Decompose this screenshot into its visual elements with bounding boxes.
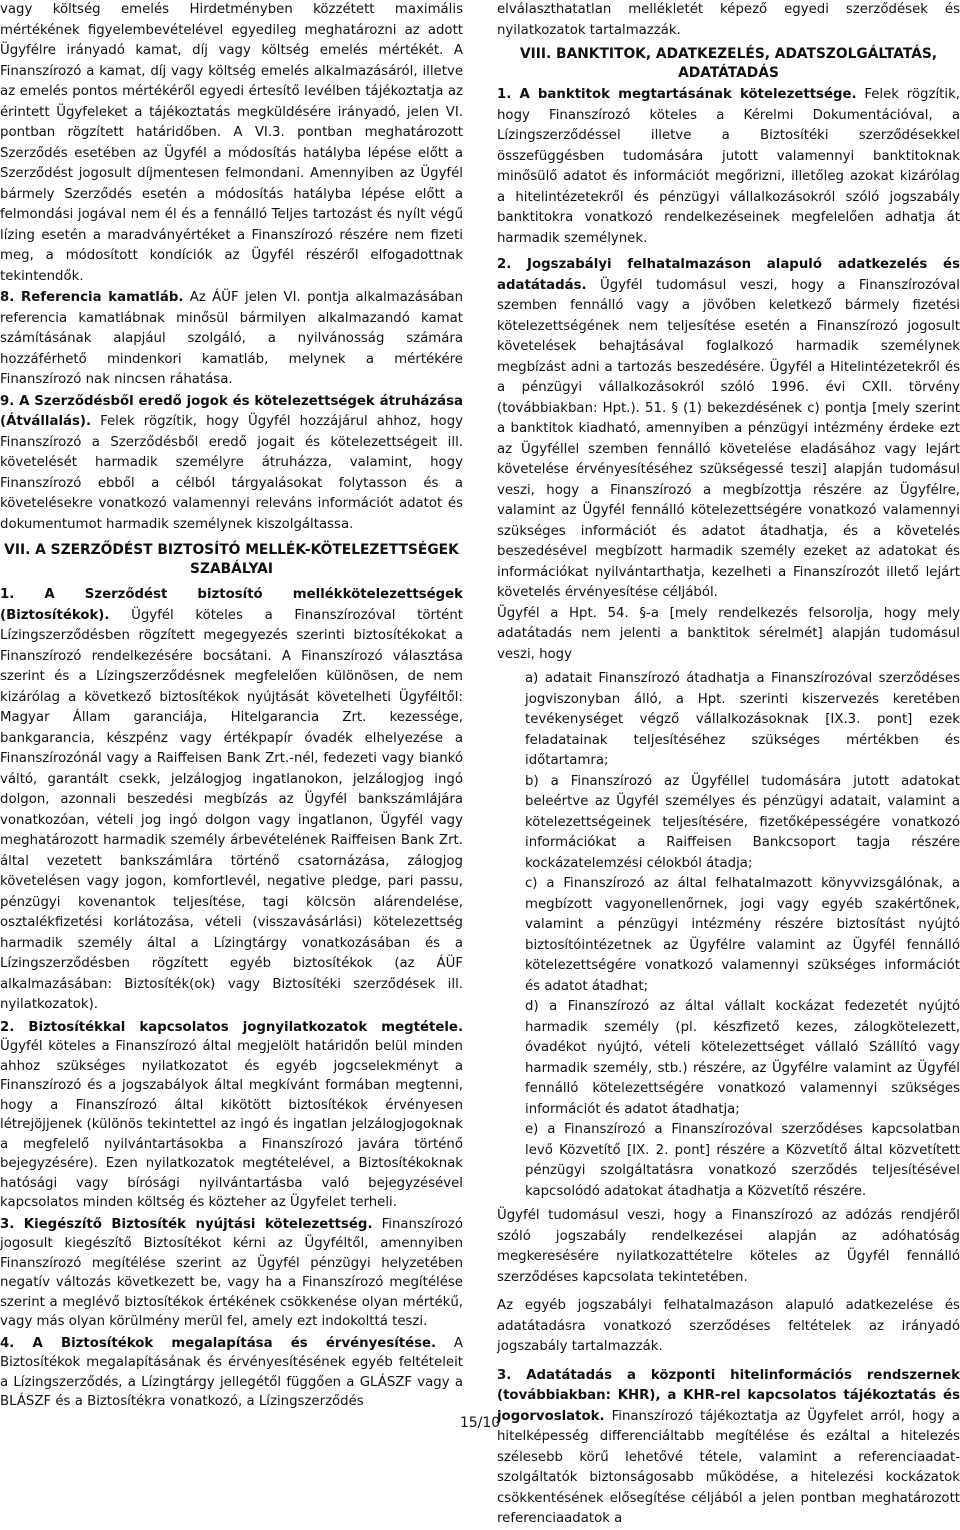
disclosure-list <box>497 669 960 1202</box>
section-vii-4-heading: 4. A Biztosítékok megalapítása és érvényesítése. <box>0 1335 437 1351</box>
section-viii-3-body: Finanszírozó tájékoztatja az Ügyfelet arról, hogy a hitelképesség differenciáltabb megítélése és ezáltal a hitelezés szélesebb körű lehetővé tétele, valamint a referenciaadat-szolgáltatók biztonságosabb működése, a hitelezési kockázatok csökkentésének elősegítése céljából a jelen pontban meghatározott referenciaadatok a <box>497 1408 960 1526</box>
paragraph-other-legal-basis: Az egyéb jogszabályi felhatalmazáson alapuló adatkezelése és adatátadásra vonatkozó szerződéses feltételek az irányadó jogszabály tartalmazzák. <box>497 1298 960 1354</box>
list-item: e) a Finanszírozó a Finanszírozóval szerződéses kapcsolatban levő Közvetítő [IX. 2. pont] részére a Közvetítő által közvetített pénzügyi szolgáltatásra vonatkozó szerződés teljesítésével kapcsolódó adatokat átadhatja a Közvetítő részére. <box>525 1122 960 1199</box>
section-vii-2-body: Ügyfél köteles a Finanszírozó által megjelölt határidőn belül minden ahhoz szükséges nyilatkozatot és egyéb jogcselekményt a Finanszírozó és a jogszabályok által megkívánt formában megtenni, hogy a Finanszírozó által kikötött biztosítékok érvényesen létrejöjjenek (különös tekintettel az ingó és ingatlan jelzálogjogoknak a megfelelő nyilvántartásokba a Finanszírozó javára történő bejegyzésére). Ezen nyilatkozatok megtételével, a Biztosítékoknak hatósági vagy bírósági nyilvántartásba való bejegyzésével kapcsolatos minden költség és közteher az Ügyfelet terheli. <box>0 1039 463 1210</box>
section-viii-3 <box>497 1366 960 1530</box>
section-9-heading: 9. A Szerződésből eredő jogok és kötelezettségek átruházása (Átvállalás). <box>0 393 463 429</box>
section-viii-1-heading: 1. A banktitok megtartásának kötelezettsége. <box>497 87 857 102</box>
section-vii-4-body: A Biztosítékok megalapításának és érvényesítésének egyéb feltételeit a Lízingszerződés, a Lízingtárgy jellegétől függően a GLÁSZF vagy a BLÁSZF és a Biztosítékra vonatkozó, a Lízingszerződés <box>0 1335 464 1409</box>
chapter-viii-heading: VIII. BANKTITOK, ADATKEZELÉS, ADATSZOLGÁLTATÁS, ADATÁTADÁS <box>519 46 938 81</box>
section-viii-1 <box>497 85 960 249</box>
section-vii-1 <box>0 585 463 1016</box>
section-8-body: Az ÁÜF jelen VI. pontja alkalmazásában referencia kamatlábnak minősül bármilyen alkalmazandó kamat számításának alapjául szolgáló, a nyilvánosság számára hozzáférhető mindenkori kamatláb, melynek a mértékére Finanszírozó nak nincsen ráhatása. <box>0 290 463 387</box>
section-vii-1-heading: 1. A Szerződést biztosító mellékkötelezettségek (Biztosítékok). <box>0 587 463 623</box>
section-vii-2 <box>0 1018 463 1213</box>
list-item: b) a Finanszírozó az Ügyféllel tudomására jutott adatokat beleértve az Ügyfél személyes és pénzügyi adatait, valamint a kötelezettségeinek teljesítésére, fizetőképességére vonatkozó információkat a Raiffeisen Bankcsoport tagja részére kockázatelemzési célokból átadja; <box>525 773 960 871</box>
right-column <box>497 0 960 1530</box>
paragraph-hpt-54: Ügyfél a Hpt. 54. §-a [mely rendelkezés felsorolja, hogy mely adatátadás nem jelenti a banktitok sérelmét] alapján tudomásul veszi, hogy <box>497 605 960 662</box>
section-viii-2 <box>497 255 960 604</box>
section-vii-3-body: Finanszírozó jogosult kiegészítő Biztosítékot kérni az Ügyféltől, amennyiben Finanszírozó megítélése szerint az Ügyfél pénzügyi helyzetében negatív változás következett be, vagy ha a Finanszírozó megítélése szerint a meglévő biztosítékok értékének csökkenése olyan mértékű, vagy más olyan körülmény merül fel, amely ezt indokolttá teszi. <box>0 1216 463 1329</box>
section-vii-2-heading: 2. Biztosítékkal kapcsolatos jognyilatkozatok megtétele. <box>0 1019 463 1035</box>
section-9-body: Felek rögzítik, hogy Ügyfél hozzájárul ahhoz, hogy Finanszírozó a Szerződésből eredő jogait és kötelezettségeit ill. követelését harmadik személyre átruházza, valamint, hogy Finanszírozó ebből a célból tárgyalásokat folytasson és a követelésekre vonatkozó valamennyi releváns információt adatot és dokumentumot harmadik személynek kiszolgáltassa. <box>0 414 463 532</box>
list-item: a) adatait Finanszírozó átadhatja a Finanszírozóval szerződéses jogviszonyban álló, a Hpt. szerinti kiszervezés keretében tevékenységet végző vállalkozásoknak [IX.3. pont] ezek feladatainak teljesítéséhez szükséges mértékben és időtartamra; <box>525 671 960 768</box>
chapter-vii-heading: VII. A SZERZŐDÉST BIZTOSÍTÓ MELLÉK-KÖTELEZETTSÉGEK SZABÁLYAI <box>4 542 459 577</box>
paragraph-continuation: elválaszthatatlan mellékletét képező egyedi szerződések és nyilatkozatok tartalmazzák. <box>497 2 960 38</box>
section-8-heading: 8. Referencia kamatláb. <box>0 290 184 305</box>
paragraph-fee-increase: vagy költség emelés Hirdetményben közzétett maximális mértékének figyelembevételével egyedileg meghatározni az adott Ügyfélre irányadó kamat, díj vagy költség emelés mértékét. A Finanszírozó a kamat, díj vagy költség emelés alkalmazásáról, illetve az emelés pontos mértékéről egyedi értesítő levélben tájékoztatja az érintett Ügyfeleket a tájékoztatás megküldésére irányadó, jelen VI. pontban rögzített határidőben. A VI.3. pontban meghatározott Szerződés esetében az Ügyfél a módosítás hatályba lépése előtt a Szerződést jogosult díjmentesen felmondani. Amennyiben az Ügyfél bármely Szerződés esetén a módosítás hatályba lépése előtt a felmondási jogával nem él és a fennálló Teljes tartozást és nyílt végű lízing esetén a maradványértéket a Finanszírozó részére nem fizeti meg, a módosított kondíciók az Ügyfél részéről elfogadottnak tekintendők. <box>0 2 463 284</box>
section-vii-4 <box>0 1334 463 1412</box>
left-column <box>0 0 463 1412</box>
section-viii-2-body: Ügyfél tudomásul veszi, hogy a Finanszírozóval szemben fennálló vagy a jövőben keletkező bármely fizetési kötelezettségének nem teljesítése esetén a Finanszírozó jogosult követelések behajtásával foglalkozó harmadik személynek megbízást adni a tartozás beszedésére. Ügyfél a Hitelintézetekről és a pénzügyi vállalkozásokról szóló 1996. évi CXII. törvény (továbbiakban: Hpt.). 51. § (1) bekezdésének c) pontja [mely szerint a banktitok kiadható, amennyiben a pénzügyi intézmény érdeke ezt az Ügyféllel szemben fennálló követelése eladásához vagy lejárt követelése érvényesítéséhez szükségessé teszi] alapján tudomásul veszi, hogy a Finanszírozó a megbízottja részére az Ügyfélre, valamint az Ügyfél fennálló kötelezettségére vonatkozó valamennyi szükséges információt és adatot átadhatja, és a követelés beszedésével megbízott harmadik személy ezeket az adatokat és információkat nyilvántarthatja, kezelheti a Finanszírozót illető lejárt követelés érvényesítése céljából. <box>497 277 960 600</box>
paragraph-tax-authority: Ügyfél tudomásul veszi, hogy a Finanszírozó az adózás rendjéről szóló jogszabály rendelkezései alapján az adóhatóság megkeresésére nyilatkozattételre köteles az Ügyfél fennálló szerződéses kapcsolata tekintetében. <box>497 1208 960 1285</box>
section-viii-3-heading: 3. Adatátadás a központi hitelinformációs rendszernek (továbbiakban: KHR), a KHR-rel kapcsolatos tájékoztatás és jogorvoslatok. <box>497 1367 960 1424</box>
section-viii-1-body: Felek rögzítik, hogy Finanszírozó köteles a Kérelmi Dokumentációval, a Lízingszerződéssel illetve a Biztosítéki szerződésekkel összefüggésben tudomására jutott valamennyi banktitoknak minősülő adatot és információt megőrizni, illetőleg azokat kizárólag a hitelintézetekről és pénzügyi vállalkozásokról szóló jogszabály banktitokra vonatkozó rendelkezéseinek megfelelően adhatja át harmadik személynek. <box>497 87 960 246</box>
section-9-assignment <box>0 392 463 536</box>
page-number: 15/10 <box>459 1415 501 1431</box>
list-item: c) a Finanszírozó az által felhatalmazott könyvvizsgálónak, a megbízott vagyonellenőrnek, jogi vagy egyéb szakértőnek, valamint a pénzügyi intézmény részére biztosítást nyújtó biztosítóintézetnek az Ügyfélre valamint az Ügyfél fennálló kötelezettségére vonatkozó valamennyi szükséges információt és adatot átadhat; <box>525 876 960 994</box>
section-vii-3 <box>0 1215 463 1332</box>
section-viii-2-heading: 2. Jogszabályi felhatalmazáson alapuló adatkezelés és adatátadás. <box>497 257 960 293</box>
section-vii-1-body: Ügyfél köteles a Finanszírozóval történt Lízingszerződésben rögzített megegyezés szerinti biztosítékokat a Finanszírozó rendelkezésére bocsátani. A Finanszírozó választása szerint és a Lízingszerződésnek megfelelően különösen, de nem kizárólag a következő biztosítékok nyújtását követelheti Ügyféltől: Magyar Állam garanciája, Hitelgarancia Zrt. kezessége, bankgarancia, készpénz vagy értékpapír óvadék elhelyezése a Finanszírozónál vagy a Raiffeisen Bank Zrt.-nél, fedezeti vagy biankó váltó, garantált csekk, jelzálogjog ingatlanokon, jelzálogjog ingó dolgon, azonnali beszedési megbízás az Ügyfél bankszámlájára vonatkozóan, vételi jog ingó dolgon vagy ingatlanon, Ügyfél vagy meghatározott harmadik személy árbevételének Raiffeisen Bank Zrt. által vezetett bankszámlára történő csatornázása, zálogjog követelésen vagy jogon, komfortlevél, negative pledge, pari passu, pénzügyi kovenantok teljesítése, tagi kölcsön alárendelése, osztalékfizetési korlátozása, vételi (visszavásárlási) kötelezettség harmadik személy által a Lízingtárgy vonatkozásában és a Lízingszerződésben rögzített egyéb biztosítékok (az ÁÜF alkalmazásában: Biztosíték(ok) vagy Biztosítéki szerződések ill. nyilatkozatok). <box>0 607 463 1012</box>
section-vii-3-heading: 3. Kiegészítő Biztosíték nyújtási kötelezettség. <box>0 1216 373 1232</box>
list-item: d) a Finanszírozó az által vállalt kockázat fedezetét nyújtó harmadik személy (pl. készfizető kezes, zálogkötelezett, óvadékot nyújtó, vételi kötelezettséget vállaló Szállító vagy harmadik személy, stb.) részére, az Ügyfélre valamint az Ügyfél fennálló kötelezettségére vonatkozó valamennyi szükséges információt és adatot átadhatja; <box>525 999 960 1117</box>
section-8-reference-rate <box>0 288 463 391</box>
